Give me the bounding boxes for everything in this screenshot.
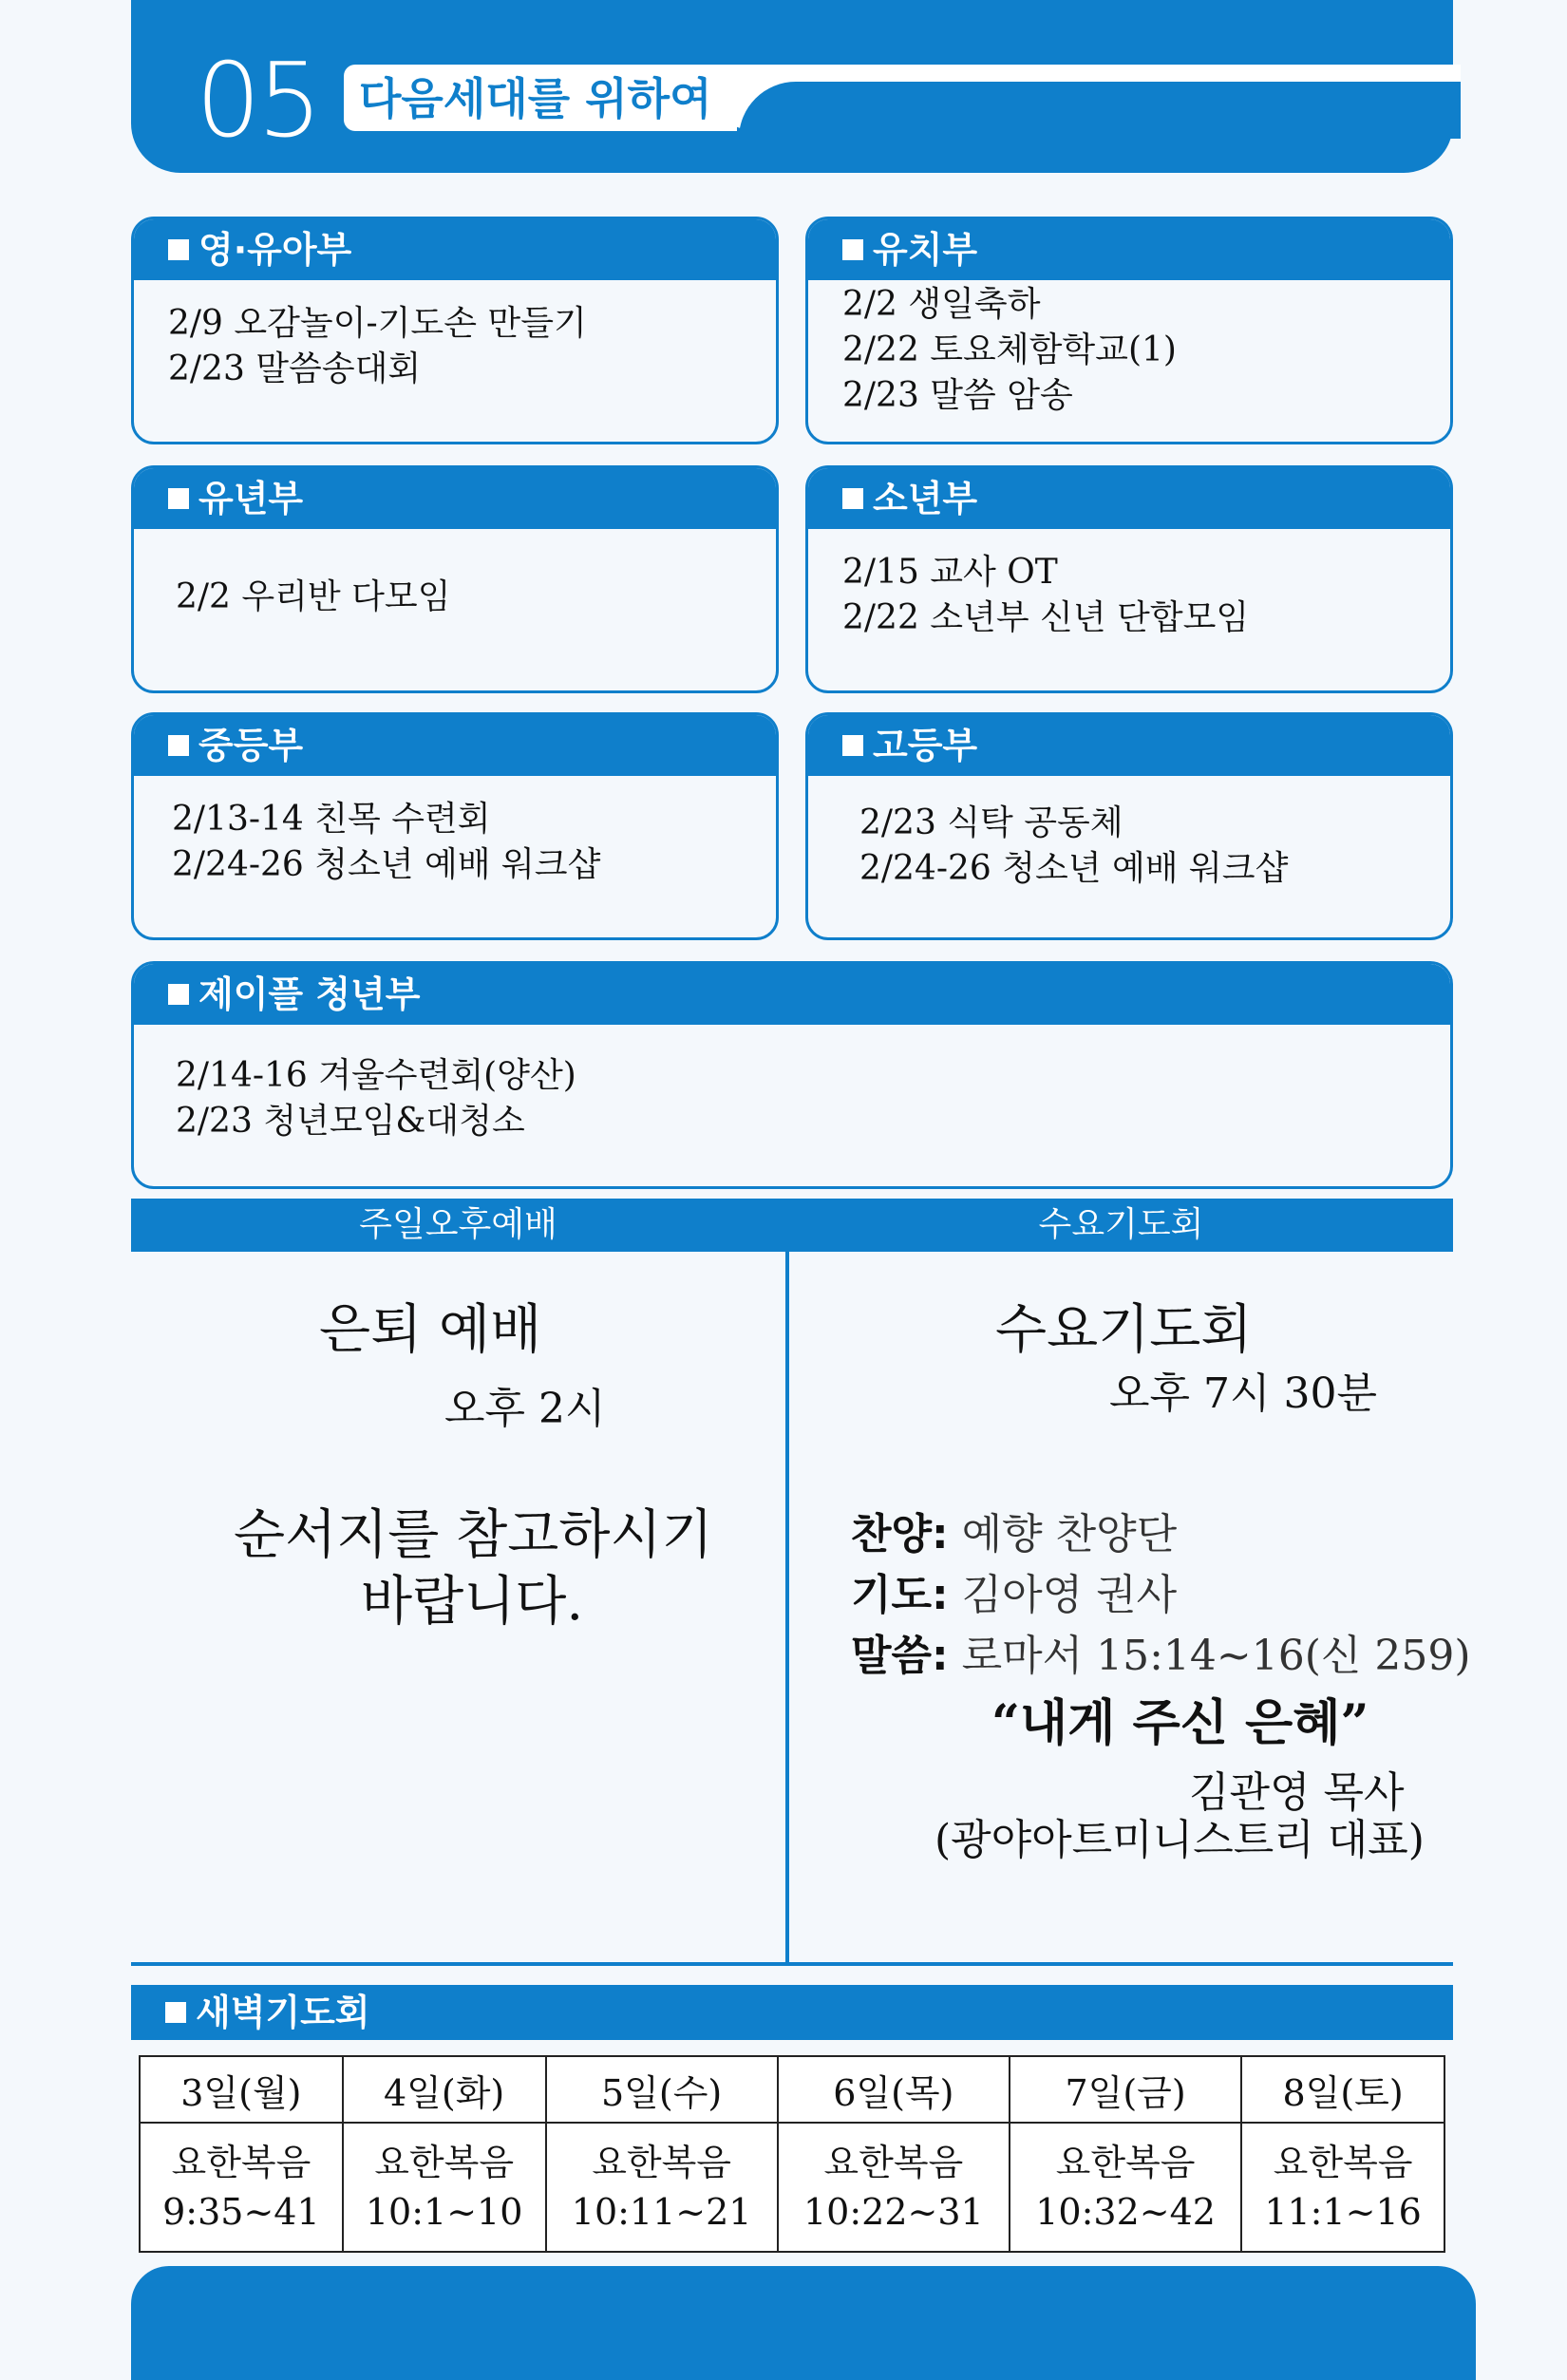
dept-box-boys <box>805 465 1453 693</box>
dept-item: 2/13-14 친목 수련회 <box>172 800 491 839</box>
dept-box-children <box>131 465 779 693</box>
scripture-cell <box>546 2123 778 2252</box>
day-cell: 4일(화) <box>343 2056 546 2123</box>
dept-item: 2/2 우리반 다모임 <box>176 577 451 616</box>
dawn-prayer-title: 새벽기도회 <box>196 1992 370 2033</box>
dept-header <box>808 715 1450 776</box>
word-line <box>851 1630 1471 1683</box>
dept-name: 제이플 청년부 <box>198 973 421 1015</box>
praise-value: 예향 찬양단 <box>961 1510 1178 1558</box>
dept-box-high-school <box>805 712 1453 940</box>
section-header <box>131 0 1453 173</box>
dept-item: 2/15 교사 OT <box>842 553 1058 592</box>
dept-item: 2/23 말씀 암송 <box>842 376 1073 415</box>
prayer-line <box>851 1569 1177 1622</box>
dept-item: 2/24-26 청소년 예배 워크샵 <box>172 845 601 884</box>
square-bullet-icon <box>165 2002 186 2023</box>
praise-line <box>851 1508 1177 1561</box>
preacher-name: 김관영 목사 <box>1189 1768 1405 1817</box>
dept-item: 2/23 식탁 공동체 <box>859 803 1123 842</box>
dept-item: 2/22 소년부 신년 단합모임 <box>842 598 1250 637</box>
wednesday-service-title: 수요기도회 <box>995 1299 1253 1361</box>
verse-range: 10:22~31 <box>803 2191 984 2233</box>
dept-name: 유년부 <box>198 478 304 519</box>
dept-name: 영·유아부 <box>198 229 352 271</box>
book-name: 요한복음 <box>374 2142 515 2183</box>
dept-item: 2/23 청년모임&대청소 <box>176 1102 525 1141</box>
wednesday-service-time: 오후 7시 30분 <box>1109 1369 1377 1418</box>
section-number: 05 <box>196 42 319 161</box>
sunday-note-line2: 바랍니다. <box>361 1571 584 1633</box>
prayer-label: 기도: <box>851 1571 949 1619</box>
dept-box-infant <box>131 217 779 444</box>
scripture-cell <box>1241 2123 1444 2252</box>
square-bullet-icon <box>168 239 189 260</box>
dept-item: 2/24-26 청소년 예배 워크샵 <box>859 849 1289 888</box>
scripture-cell <box>778 2123 1010 2252</box>
dept-header <box>134 964 1450 1025</box>
book-name: 요한복음 <box>823 2142 964 2183</box>
verse-range: 11:1~16 <box>1264 2191 1422 2233</box>
dept-header <box>134 219 776 280</box>
dawn-prayer-table <box>139 2055 1445 2253</box>
scripture-cell <box>140 2123 343 2252</box>
word-value: 로마서 15:14~16(신 259) <box>961 1632 1471 1680</box>
praise-label: 찬양: <box>851 1510 949 1558</box>
sunday-note-line1: 순서지를 참고하시기 <box>234 1504 713 1566</box>
book-name: 요한복음 <box>592 2142 732 2183</box>
square-bullet-icon <box>168 488 189 509</box>
dept-item: 2/9 오감놀이-기도손 만들기 <box>168 304 587 343</box>
dept-header <box>134 715 776 776</box>
table-row <box>140 2123 1444 2252</box>
preacher-organization: (광야아트미니스트리 대표) <box>935 1816 1425 1864</box>
scripture-cell <box>343 2123 546 2252</box>
dept-header <box>808 468 1450 529</box>
dept-box-youth <box>131 961 1453 1189</box>
dept-box-kindergarten <box>805 217 1453 444</box>
day-cell: 7일(금) <box>1010 2056 1241 2123</box>
dept-name: 소년부 <box>873 478 978 519</box>
scripture-cell <box>1010 2123 1241 2252</box>
dept-item: 2/23 말씀송대회 <box>168 349 422 388</box>
day-cell: 3일(월) <box>140 2056 343 2123</box>
table-header-row <box>140 2056 1444 2123</box>
day-cell: 6일(목) <box>778 2056 1010 2123</box>
square-bullet-icon <box>842 488 863 509</box>
square-bullet-icon <box>842 735 863 756</box>
dept-item: 2/14-16 겨울수련회(양산) <box>176 1056 576 1095</box>
dept-name: 중등부 <box>198 725 304 766</box>
sunday-service-title: 은퇴 예배 <box>319 1299 542 1361</box>
title-tab-curve <box>739 82 1461 139</box>
square-bullet-icon <box>168 984 189 1005</box>
book-name: 요한복음 <box>1273 2142 1413 2183</box>
book-name: 요한복음 <box>1055 2142 1196 2183</box>
dept-name: 유치부 <box>873 229 978 271</box>
dept-item: 2/22 토요체함학교(1) <box>842 331 1177 369</box>
dawn-prayer-header <box>131 1985 1453 2040</box>
dept-header <box>134 468 776 529</box>
section-title: 다음세대를 위하여 <box>359 73 712 124</box>
prayer-value: 김아영 권사 <box>961 1571 1178 1619</box>
verse-range: 10:11~21 <box>571 2191 752 2233</box>
column-divider <box>785 1199 789 1962</box>
square-bullet-icon <box>842 239 863 260</box>
verse-range: 10:1~10 <box>365 2191 523 2233</box>
wednesday-service-header: 수요기도회 <box>789 1199 1453 1252</box>
section-divider <box>131 1962 1453 1966</box>
verse-range: 9:35~41 <box>162 2191 320 2233</box>
verse-range: 10:32~42 <box>1035 2191 1216 2233</box>
dept-header <box>808 219 1450 280</box>
dept-item: 2/2 생일축하 <box>842 285 1041 324</box>
word-label: 말씀: <box>851 1632 949 1680</box>
sunday-service-time: 오후 2시 <box>444 1385 606 1433</box>
sunday-service-header: 주일오후예배 <box>131 1199 785 1252</box>
day-cell: 8일(토) <box>1241 2056 1444 2123</box>
dept-name: 고등부 <box>873 725 978 766</box>
sermon-title: “내게 주신 은혜” <box>991 1694 1369 1752</box>
dept-box-middle-school <box>131 712 779 940</box>
book-name: 요한복음 <box>171 2142 312 2183</box>
footer-bar <box>131 2266 1476 2380</box>
square-bullet-icon <box>168 735 189 756</box>
day-cell: 5일(수) <box>546 2056 778 2123</box>
